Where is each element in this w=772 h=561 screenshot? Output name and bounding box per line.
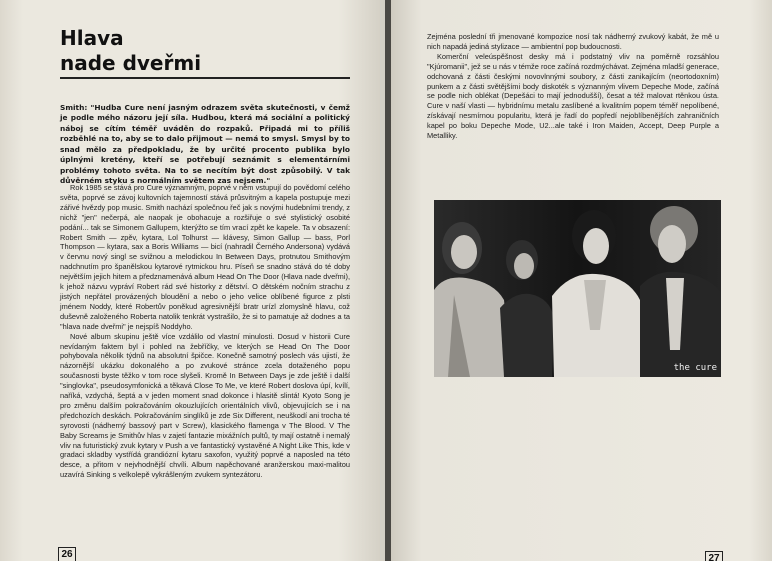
right-paragraph-2: Komerční veleúspěšnost desky má i podstatný vliv na poměrně rozsáhlou "Kjúromanii", jež se u nás v témže roce začíná rozdmýchávat. Zejména mladší generace, odchovaná z části českými novovlnnými soubory, z části zanikajícím (neortodoxním) punkem a z části světějšími body diskoték s význanným vlivem Depeche Mode, začíná se podle nich oblékat (Depešáci to mají jednodušší), česat a též malovat rtěnkou ústa. Cure v naší vlasti — hybridnímu metalu zaslíbené a kvalitním popem téměř nepolíbené, získávají nesmírnou popularitu, která je řadí do popředí nejoblíbenějších zahraničních kapel po boku Depeche Mode, U2...ale také i Iron Maiden, Accept, Deep Purple a Metalliky. (427, 51, 719, 141)
band-photo (434, 200, 721, 377)
title-rule (60, 77, 350, 79)
chapter-title (60, 26, 201, 76)
page-number-right: 27 (705, 551, 723, 561)
photo-caption: the cure (673, 363, 717, 373)
chapter-title-line1: Hlava (60, 26, 124, 50)
left-page (0, 0, 385, 561)
right-paragraph-1: Zejména poslední tři jmenované kompozice nosí tak nádherný zvukový kabát, že mě u nich napadá jediná stylizace — ambientní pop budoucnosti. (427, 32, 719, 51)
page-number-left: 26 (58, 547, 76, 561)
band-photo-image (434, 200, 721, 377)
left-body-text (60, 183, 350, 480)
intro-quote: Smith: "Hudba Cure není jasným odrazem světa skutečnosti, v čemž je podle mého názoru její síla. Hudbou, která má sociální a politický náboj se cítím téměř uváděn do rozpaků. Připadá mi to příliš rozběhlé na to, aby se to dalo přijmout — nemá to smysl. Smysl by to snad mělo za předpokladu, že by určité procento publika bylo úplnými kretény, kteří se potřebují seznámit s elementárními problémy tohoto světa. Na to se necítím být dost způsobilý. V tak důvěrném styku s normálním světem zas nejsem." (60, 103, 350, 186)
right-body-text (427, 32, 719, 141)
chapter-title-line2: nade dveřmi (60, 51, 202, 75)
right-page (391, 0, 772, 561)
left-paragraph-2: Nové album skupinu ještě více vzdálilo od vlastní minulosti. Dosud v historii Cure nevídaným faktem byl i pohled na žebříčky, ve kterých se Head On The Door pohybovala několik týdnů na absolutní špičce. Konečně samotný poslech vás ujistí, že názornější ukázku dokonalého a po zvukové stránce zcela dotaženého popu současnosti byste těžko v tom roce slyšeli. Kromě In Between Days je zde ještě i další "singlovka", pseudosymfonická a těkavá Close To Me, ve které Robert doslova úpí, kvílí, naříká, vzdychá, šeptá a v jeden moment snad dokonce i hlasitě slintá! Kyoto Song je pro změnu dalším pokračováním okouzlujících orientálních vlivů, objevujících se i na předchozích deskách. Pokračováním singlíků je zde Six Different, neuškodí ani trocha té syrovosti (nádherný bassový part v Screw), klasického flamenga v The Blood. V The Baby Screams je Smithův hlas v zajetí fantazie mixážních pultů, ty mají ostatně i nemalý vliv na futuristický zvuk kytary v Push a ve fantastický vystavěné A Night Like This, kde v gradaci skladby vystřídá grandiózní kytaru saxofon, využitý poprvé a naposled na této desce, a přitom v nejvhodnější chvíli. Album napěchované aranžerskou maxi-malitou uzavírá Sinking s velkolepě vykrášleným zvukem syntezátoru. (60, 331, 350, 480)
left-paragraph-1: Rok 1985 se stává pro Cure významným, poprvé v něm vstupují do povědomí celého světa, poprvé se závoj kultovních tajemností stává průsvitným a kapela postupuje mezi zářivé hvězdy pop music. Smith nachází společnou řeč jak s novými hudebními trendy, z nichž "jen" nečerpá, ale naopak je obohacuje a rozšiřuje o své stylistický osobité podání... tak se Simonem Gallupem, kterýžto se tím vrací zpět ke kapele. Ta v obsazení: Robert Smith — zpěv, kytara, Lol Tolhurst — klávesy, Simon Gallup — bass, Porl Thompson — kytara, sax a Boris Williams — bicí (nahradil Černého Andersona) vydává v červnu nový singl se svižnou a melodickou In Between Days, protnutou Smithovým nadchnutím pro španělskou kytarové rytmickou hru. Píseň se snadno stává do té doby největším jejich hitem a předznamenává album Head On The Door (Hlava nade dveřmi), k jehož názvu vypráví Robert rád své historky z dětství. O dětském nočním strachu z jistých nepřátel provázených bloudění a nebo o jeho velice oblíbené figurce z plsti jménem Noddy, které Robertův poněkud agresivnější bratr urízl zlomyslně hlavu, což duševně založeného Roberta natolik tenkrát vystrašilo, že si to pamatuje až dodnes a ta "hlava nade dveřmi" je nejspíš Noddyho. (60, 183, 350, 331)
